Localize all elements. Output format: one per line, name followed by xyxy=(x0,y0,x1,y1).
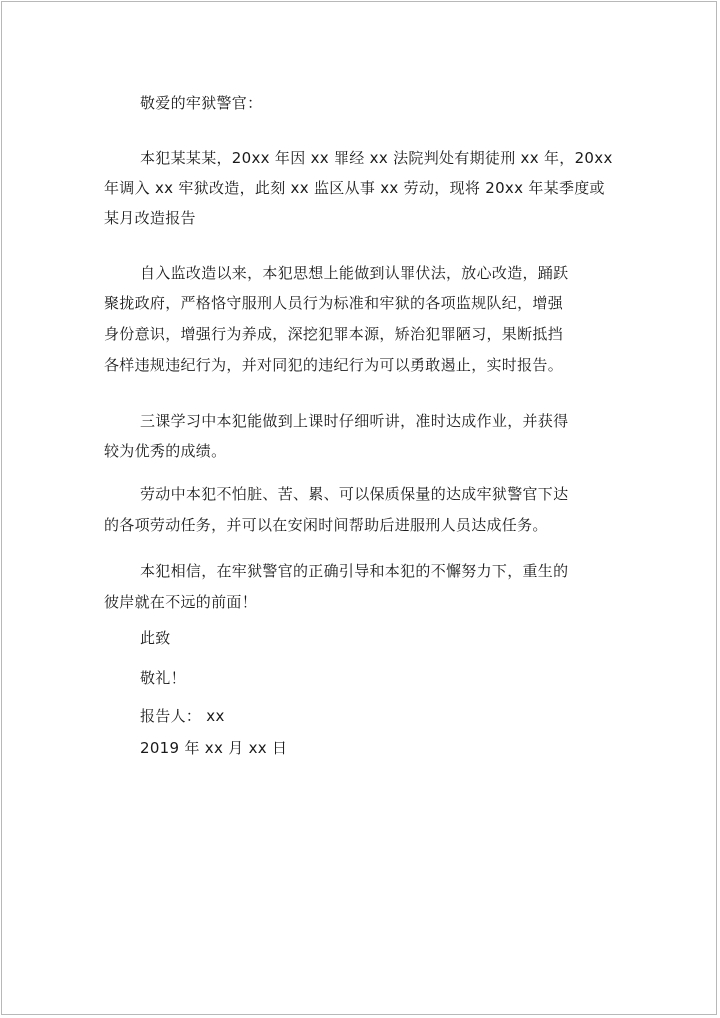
paragraph-line: 本犯相信，在牢狱警官的正确引导和本犯的不懈努力下，重生的 xyxy=(140,562,569,580)
paragraph-line: 彼岸就在不远的前面！ xyxy=(104,593,258,611)
paragraph-line: 身份意识，增强行为养成，深挖犯罪本源，矫治犯罪陋习，果断抵挡 xyxy=(104,325,564,343)
paragraph-line: 的各项劳动任务，并可以在安闲时间帮助后进服刑人员达成任务。 xyxy=(104,516,548,534)
paragraph-line: 劳动中本犯不怕脏、苦、累、可以保质保量的达成牢狱警官下达 xyxy=(140,485,569,503)
paragraph-line: 聚拢政府，严格恪守服刑人员行为标准和牢狱的各项监规队纪，增强 xyxy=(104,294,564,312)
salutation: 敬爱的牢狱警官： xyxy=(140,94,263,112)
paragraph-line: 本犯某某某，20xx 年因 xx 罪经 xx 法院判处有期徒刑 xx 年，20xx xyxy=(140,149,613,167)
paragraph-line: 较为优秀的成绩。 xyxy=(104,442,227,460)
paragraph-line: 某月改造报告 xyxy=(104,209,196,227)
closing-salute: 敬礼！ xyxy=(140,669,186,687)
paragraph-line: 自入监改造以来，本犯思想上能做到认罪伏法，放心改造，踊跃 xyxy=(140,264,569,282)
paragraph-line: 年调入 xx 牢狱改造，此刻 xx 监区从事 xx 劳动，现将 20xx 年某季度或 xyxy=(104,179,605,197)
closing-respects: 此致 xyxy=(140,629,171,647)
reporter-signature: 报告人： xx xyxy=(140,707,225,725)
paragraph-line: 各样违规违纪行为，并对同犯的违纪行为可以勇敢遏止，实时报告。 xyxy=(104,356,564,374)
report-date: 2019 年 xx 月 xx 日 xyxy=(140,739,288,757)
paragraph-line: 三课学习中本犯能做到上课时仔细听讲，准时达成作业，并获得 xyxy=(140,412,569,430)
